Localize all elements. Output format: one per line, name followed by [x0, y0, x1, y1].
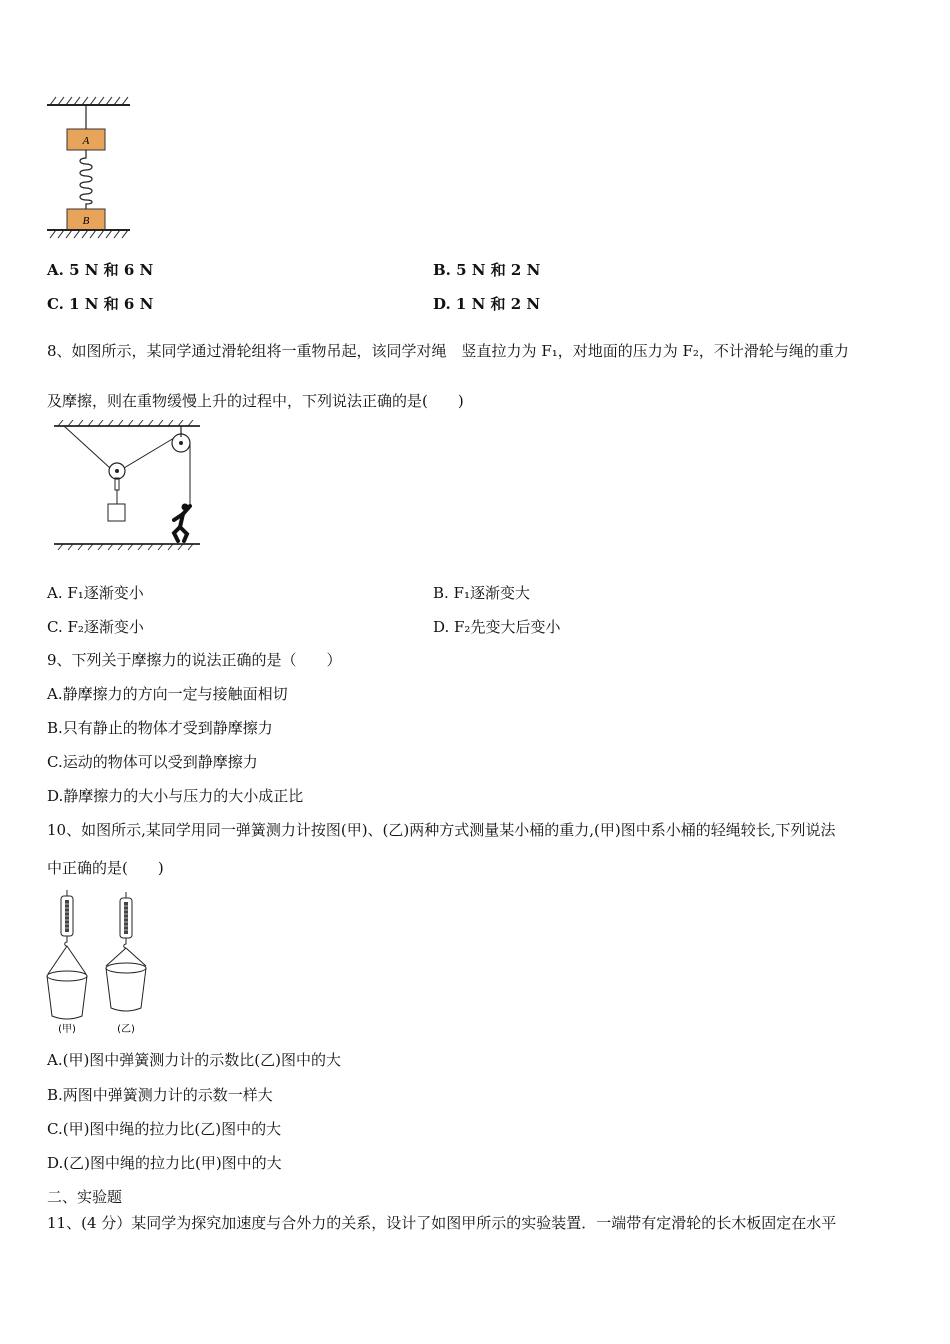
q10-option-d: D.(乙)图中绳的拉力比(甲)图中的大 — [47, 1154, 282, 1172]
q8-option-b: B. F₁逐渐变大 — [433, 584, 530, 602]
section-title: 二、实验题 — [47, 1188, 123, 1206]
q7-option-b: B. 5 N 和 2 N — [433, 261, 541, 279]
q8-stem-line1: 8、如图所示，某同学通过滑轮组将一重物吊起，该同学对绳 竖直拉力为 F₁，对地面的压力为 F₂，不计滑轮与绳的重力 — [47, 342, 849, 360]
q10-option-a: A.(甲)图中弹簧测力计的示数比(乙)图中的大 — [47, 1051, 342, 1069]
q10-stem-line1: 10、如图所示,某同学用同一弹簧测力计按图(甲)、(乙)两种方式测量某小桶的重力,(甲)图中系小桶的轻绳较长,下列说法 — [47, 821, 836, 839]
block-b-label: B — [82, 215, 90, 227]
q10-option-b: B.两图中弹簧测力计的示数一样大 — [47, 1086, 273, 1104]
q7-option-d: D. 1 N 和 2 N — [433, 295, 541, 313]
q9-option-a: A.静摩擦力的方向一定与接触面相切 — [47, 685, 288, 703]
q9-stem: 9、下列关于摩擦力的说法正确的是（ ） — [47, 651, 342, 669]
q8-stem-line2: 及摩擦，则在重物缓慢上升的过程中，下列说法正确的是( ) — [47, 392, 464, 410]
q7-option-c: C. 1 N 和 6 N — [47, 295, 154, 313]
block-a-label: A — [82, 135, 90, 147]
q8-option-c: C. F₂逐渐变小 — [47, 618, 144, 636]
q9-option-c: C.运动的物体可以受到静摩擦力 — [47, 753, 258, 771]
q11-stem-line1: 11、(4 分）某同学为探究加速度与合外力的关系，设计了如图甲所示的实验装置．一端带有定滑轮的长木板固定在水平 — [47, 1214, 837, 1232]
label-yi: (乙) — [117, 1024, 135, 1035]
q10-stem-line2: 中正确的是( ) — [47, 859, 164, 877]
pulley-system-figure — [50, 420, 206, 554]
q10-option-c: C.(甲)图中绳的拉力比(乙)图中的大 — [47, 1120, 282, 1138]
q9-option-b: B.只有静止的物体才受到静摩擦力 — [47, 719, 273, 737]
spring-blocks-figure — [44, 96, 136, 242]
q9-option-d: D.静摩擦力的大小与压力的大小成正比 — [47, 787, 304, 805]
spring-scale-buckets-figure — [40, 890, 160, 1038]
label-jia: (甲) — [58, 1024, 76, 1035]
q7-option-a: A. 5 N 和 6 N — [47, 261, 154, 279]
q8-option-d: D. F₂先变大后变小 — [433, 618, 561, 636]
q8-option-a: A. F₁逐渐变小 — [47, 584, 144, 602]
